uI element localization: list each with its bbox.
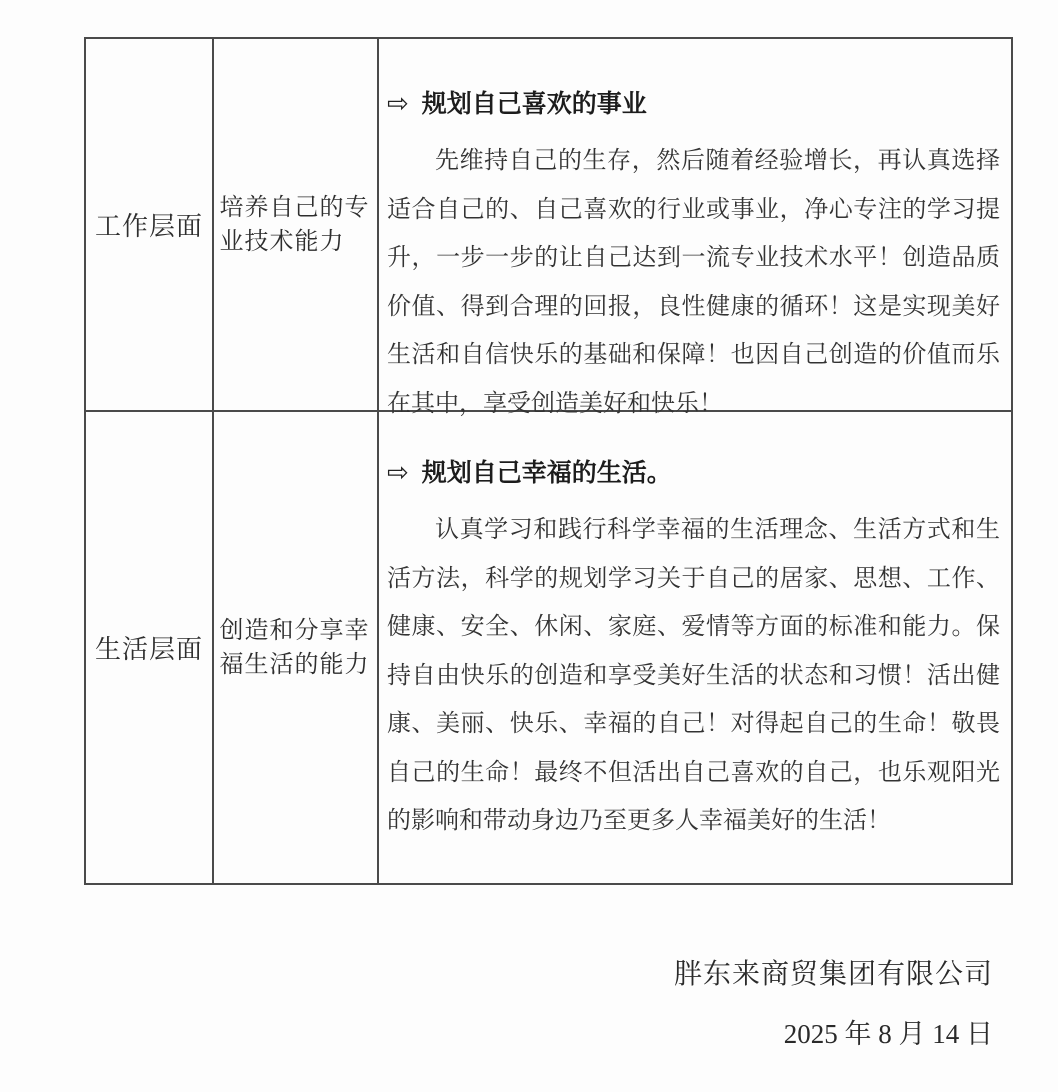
detail-heading-life xyxy=(387,456,1000,492)
detail-paragraph-life: 认真学习和践行科学幸福的生活理念、生活方式和生活方法，科学的规划学习关于自己的居家、思想、工作、健康、安全、休闲、家庭、爱情等方面的标准和能力。保持自由快乐的创造和享受美好生活的状态和习惯！活出健康、美丽、快乐、幸福的自己！对得起自己的生命！敬畏自己的生命！最终不但活出自己喜欢的自己，也乐观阳光的影响和带动身边乃至更多人幸福美好的生活！ xyxy=(387,517,1000,834)
detail-paragraph-work: 先维持自己的生存，然后随着经验增长，再认真选择适合自己的、自己喜欢的行业或事业，净心专注的学习提升，一步一步的让自己达到一流专业技术水平！创造品质价值、得到合理的回报，良性健康的循环！这是实现美好生活和自信快乐的基础和保障！也因自己创造的价值而乐在其中，享受创造美好和快乐！ xyxy=(387,148,1000,417)
company-name: 胖东来商贸集团有限公司 xyxy=(673,959,993,990)
table-cell-detail-life xyxy=(379,412,1011,883)
table-cell-ability-work xyxy=(214,39,379,412)
table-cell-level-life xyxy=(86,412,214,883)
right-arrow-icon: ⇨ xyxy=(387,89,409,119)
ability-table xyxy=(84,37,1013,885)
detail-heading-text-life: 规划自己幸福的生活。 xyxy=(421,460,672,487)
signature-block xyxy=(674,952,993,1051)
table-cell-ability-life xyxy=(214,412,379,883)
document-date: 2025 年 8 月 14 日 xyxy=(783,1019,993,1049)
table-cell-detail-work xyxy=(379,39,1011,417)
table-cell-level-work xyxy=(86,39,214,412)
level-label-work: 工作层面 xyxy=(94,212,203,241)
ability-label-work: 培养自己的专业技术能力 xyxy=(219,194,370,255)
ability-label-life: 创造和分享幸福生活的能力 xyxy=(219,617,370,678)
detail-heading-work xyxy=(387,87,1000,123)
detail-heading-text-work: 规划自己喜欢的事业 xyxy=(421,91,647,118)
level-label-life: 生活层面 xyxy=(94,635,203,664)
right-arrow-icon: ⇨ xyxy=(387,458,409,488)
